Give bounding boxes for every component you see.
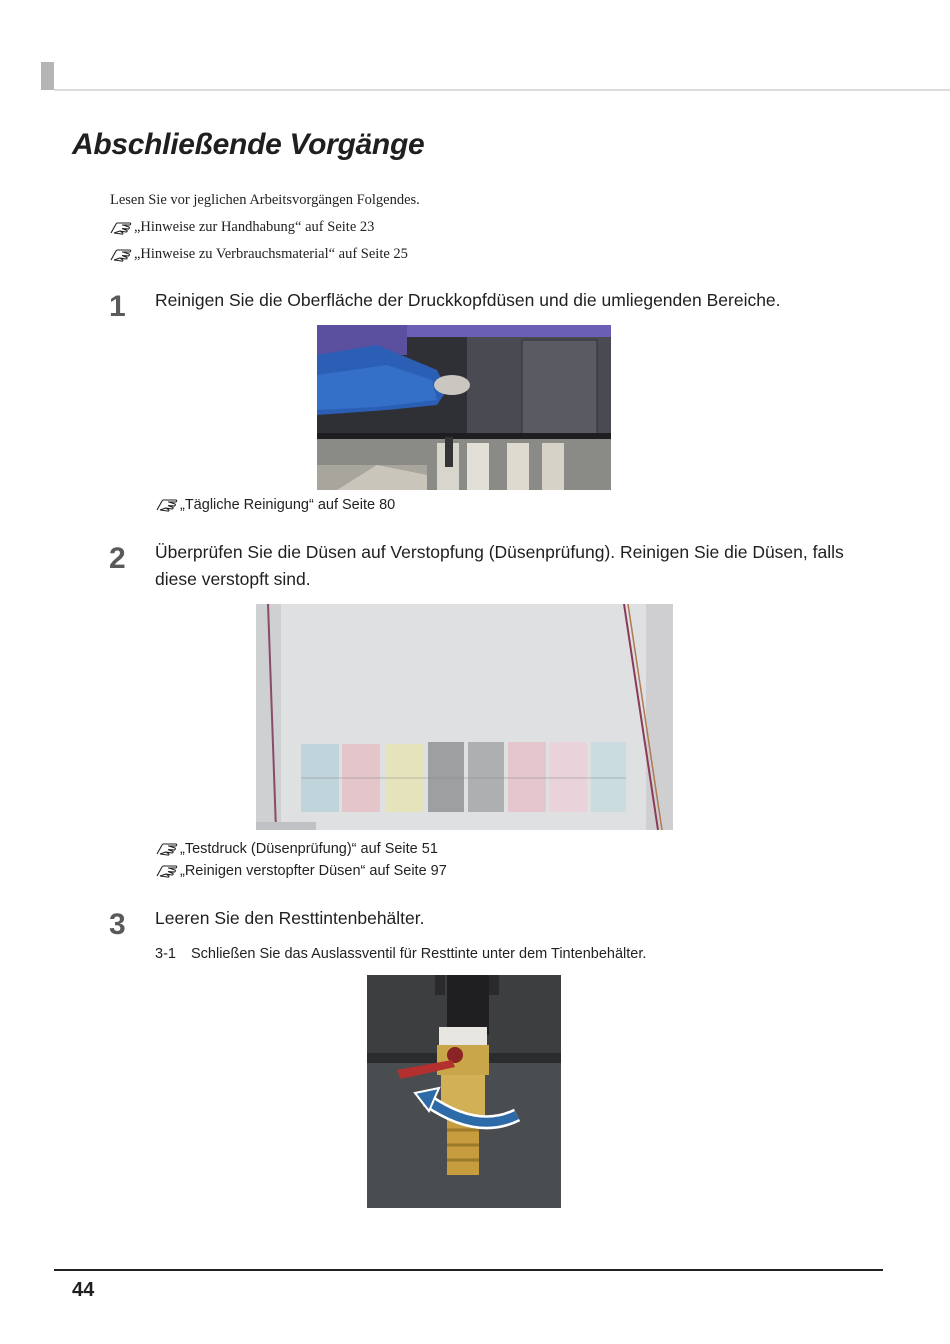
- pointing-hand-icon: [156, 842, 178, 856]
- pointing-hand-icon: [110, 248, 132, 262]
- header-rule: [54, 89, 950, 91]
- page-title: Abschließende Vorgänge: [72, 128, 425, 161]
- step-reference-link[interactable]: „Reinigen verstopfter Düsen“ auf Seite 97: [156, 860, 447, 882]
- waste-ink-valve-photo: [367, 975, 561, 1208]
- step-number: 1: [109, 290, 126, 323]
- page-number: 44: [72, 1279, 95, 1301]
- step-number: 3: [109, 908, 126, 941]
- substep-number: 3-1: [155, 946, 176, 962]
- header-marker: [41, 62, 54, 90]
- intro-reference-link[interactable]: „Hinweise zu Verbrauchsmaterial“ auf Seite 25: [110, 241, 420, 268]
- pointing-hand-icon: [110, 221, 132, 235]
- step-number: 2: [109, 542, 126, 575]
- step-reference-link[interactable]: „Testdruck (Düsenprüfung)“ auf Seite 51: [156, 838, 438, 860]
- substep-text: Schließen Sie das Auslassventil für Resttinte unter dem Tintenbehälter.: [191, 946, 647, 962]
- pointing-hand-icon: [156, 864, 178, 878]
- step-text: Leeren Sie den Resttintenbehälter.: [155, 908, 425, 928]
- step-reference-link[interactable]: „Tägliche Reinigung“ auf Seite 80: [156, 494, 395, 516]
- substep: [155, 946, 646, 962]
- pointing-hand-icon: [156, 498, 178, 512]
- printhead-cleaning-photo: [317, 325, 611, 490]
- step-text: Reinigen Sie die Oberfläche der Druckkopfdüsen und die umliegenden Bereiche.: [155, 290, 781, 310]
- step-text: Überprüfen Sie die Düsen auf Verstopfung (Düsenprüfung). Reinigen Sie die Düsen, falls diese verstopft sind.: [155, 542, 844, 589]
- footer-rule: [54, 1269, 883, 1271]
- nozzle-check-pattern-photo: [256, 604, 673, 830]
- intro-reference-link[interactable]: „Hinweise zur Handhabung“ auf Seite 23: [110, 214, 420, 241]
- intro-section: [110, 187, 420, 268]
- intro-lead: Lesen Sie vor jeglichen Arbeitsvorgängen Folgendes.: [110, 192, 420, 208]
